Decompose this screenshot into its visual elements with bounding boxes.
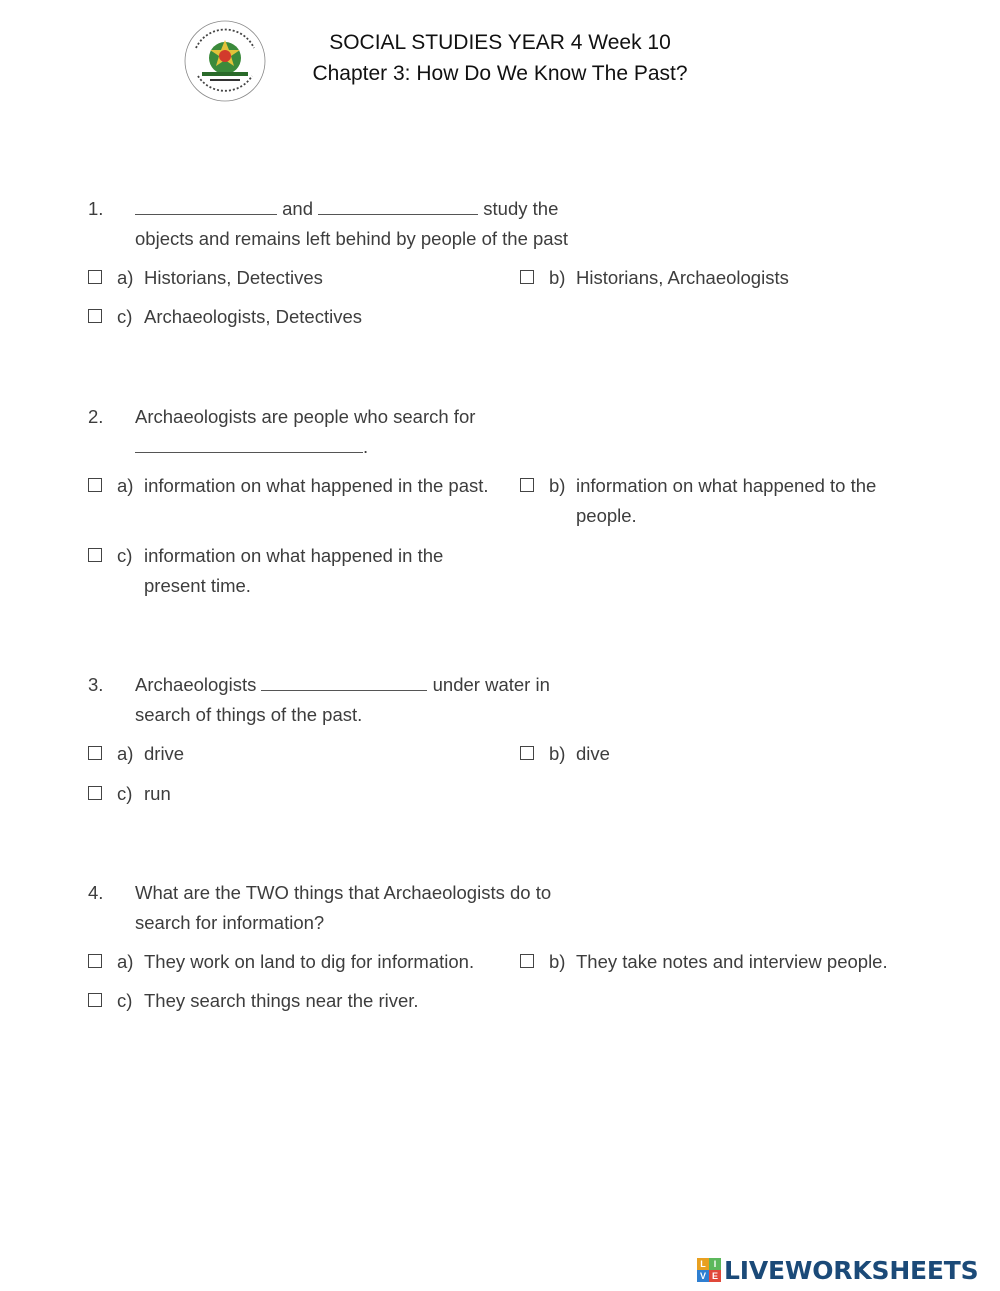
option-checkbox[interactable] [520,954,534,968]
liveworksheets-icon: L I V E [697,1258,721,1282]
worksheet-title: SOCIAL STUDIES YEAR 4 Week 10 [329,31,671,54]
answer-blank [135,435,363,453]
question-text: What are the TWO things that Archaeologists do to [135,882,552,903]
question-number: 2. [88,406,104,427]
question-text: Archaeologists are people who search for [135,406,476,427]
option-checkbox[interactable] [88,993,102,1007]
option-checkbox[interactable] [520,270,534,284]
question-1: 1. and study the objects and remains left behind by people of the past a) Historians, Detectives b) Historians, Archaeologists c) Archaeologists, Detectives [88,194,948,254]
question-text: objects and remains left behind by people of the past [135,228,568,249]
brand-name: LIVEWORKSHEETS [724,1255,979,1285]
option-checkbox[interactable] [88,270,102,284]
answer-blank [135,197,277,215]
school-crest-logo [182,18,268,104]
question-text: Archaeologists [135,674,257,695]
question-text: under water in [432,674,550,695]
question-number: 1. [88,198,104,219]
option-checkbox[interactable] [88,478,102,492]
option-checkbox[interactable] [88,746,102,760]
option-checkbox[interactable] [520,478,534,492]
option-checkbox[interactable] [88,786,102,800]
answer-blank [318,197,478,215]
option-checkbox[interactable] [88,309,102,323]
question-number: 3. [88,674,104,695]
option-checkbox[interactable] [88,954,102,968]
answer-blank [261,673,427,691]
liveworksheets-brand[interactable] [697,1254,978,1286]
question-3: 3. Archaeologists under water in search of things of the past. a) drive b) dive c) run [88,670,948,730]
option-checkbox[interactable] [520,746,534,760]
question-4: 4. What are the TWO things that Archaeologists do to search for information? a) They work on land to dig for information. b) They take notes and interview people. c) They search things near the river. [88,878,948,938]
question-2: 2. Archaeologists are people who search for . a) information on what happened in the past. b) information on what happened to the people. c) information on what happened in the present time. [88,402,948,462]
option-checkbox[interactable] [88,548,102,562]
chapter-title: Chapter 3: How Do We Know The Past? [312,62,688,85]
question-text: and [282,198,314,219]
question-number: 4. [88,882,104,903]
question-text: study the [483,198,559,219]
question-text: search of things of the past. [135,704,363,725]
question-text: search for information? [135,912,325,933]
